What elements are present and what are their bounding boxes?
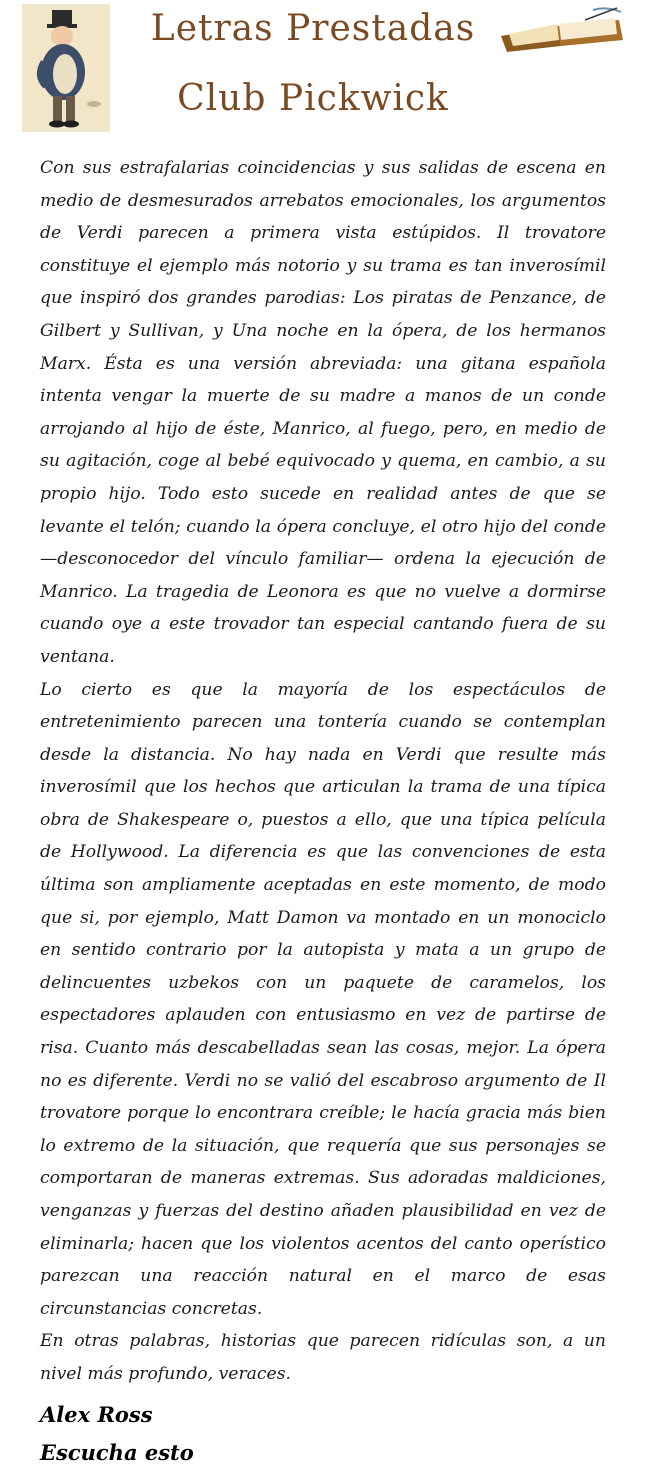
site-title-line1: Letras Prestadas [150, 8, 476, 49]
work-title: Una noche en la ópera [231, 320, 442, 341]
paragraph-1: Con sus estrafalarias coincidencias y sus salidas de escena en medio de desmesurados arrebatos emocionales, los argumentos de Verdi parecen a primera vista estúpidos. Il trovatore constituye el ejemplo más notorio y su trama es tan inverosímil que inspiró dos grandes parodias: Los piratas de Penzance, de Gilbert y Sullivan, y Una noche en la ópera, de los hermanos Marx. Ésta es una versión abreviada: una gitana española intenta vengar la muerte de su madre a manos de un conde arrojando al hijo de éste, Manrico, al fuego, pero, en medio de su agitación, coge al bebé equivocado y quema, en cambio, a su propio hijo. Todo esto sucede en realidad antes de que se levante el telón; cuando la ópera concluye, el otro hijo del conde —desconocedor del vínculo familiar— ordena la ejecución de Manrico. La tragedia de Leonora es que no vuelve a dormirse cuando oye a este trovador tan especial cantando fuera de su ventana. [40, 158, 606, 667]
paragraph-3: En otras palabras, historias que parecen ridículas son, a un nivel más profundo, veraces. [40, 1331, 606, 1384]
work-title: Il trovatore [497, 223, 606, 244]
site-title-line2: Club Pickwick [177, 78, 449, 119]
header [0, 0, 650, 140]
open-book-icon [497, 6, 627, 56]
work-title: Il trovatore [40, 1070, 606, 1124]
author-name: Alex Ross [40, 1402, 153, 1427]
source-work: Escucha esto [40, 1440, 194, 1465]
paragraph-2: Lo cierto es que la mayoría de los espectáculos de entretenimiento parecen una tontería cuando se contemplan desde la distancia. No hay nada en Verdi que resulte más inverosímil que los hechos que articulan la trama de una típica obra de Shakespeare o, puestos a ello, que una típica película de Hollywood. La diferencia es que las convenciones de esta última son ampliamente aceptadas en este momento, de modo que si, por ejemplo, Matt Damon va montado en un monociclo en sentido contrario por la autopista y mata a un grupo de delincuentes uzbekos con un paquete de caramelos, los espectadores aplauden con entusiasmo en vez de partirse de risa. Cuanto más descabelladas sean las cosas, mejor. La ópera no es diferente. Verdi no se valió del escabroso argumento de Il trovatore porque lo encontrara creíble; le hacía gracia más bien lo extremo de la situación, que requería que sus personajes se comportaran de maneras extremas. Sus adoradas maldiciones, venganzas y fuerzas del destino añaden plausibilidad en vez de eliminarla; hacen que los violentos acentos del canto operístico parezcan una reacción natural en el marco de esas circunstancias concretas. [40, 679, 606, 1319]
work-title: Los piratas de Penzance [353, 288, 572, 309]
article-body [40, 152, 606, 1391]
